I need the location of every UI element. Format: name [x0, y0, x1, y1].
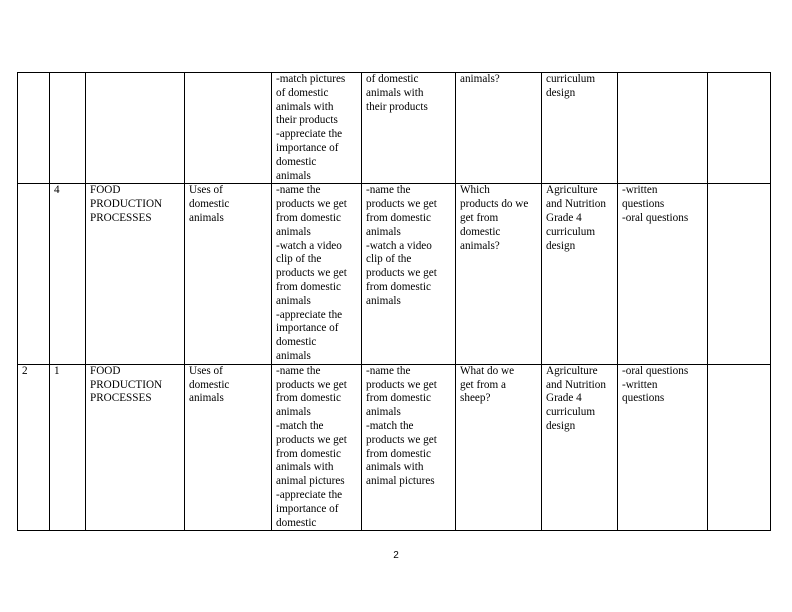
learning-experiences-cell: -name the products we get from domestic animals -watch a video clip of the products we get from domestic animals [362, 184, 456, 364]
table-row [18, 73, 771, 184]
reflection-cell [708, 184, 771, 364]
learning-experiences-cell: of domestic animals with their products [362, 73, 456, 184]
learning-outcomes-cell: -name the products we get from domestic animals -match the products we get from domestic animals with animal pictures -appreciate the importance of domestic [272, 364, 362, 531]
table-row [18, 184, 771, 364]
sub-strand-cell: Uses of domestic animals [185, 184, 272, 364]
sub-strand-cell: Uses of domestic animals [185, 364, 272, 531]
strand-cell [86, 73, 185, 184]
strand-cell: FOOD PRODUCTION PROCESSES [86, 184, 185, 364]
assessment-cell: -oral questions -written questions [618, 364, 708, 531]
learning-outcomes-cell: -match pictures of domestic animals with their products -appreciate the importance of domestic animals [272, 73, 362, 184]
page-number: 2 [393, 550, 399, 561]
resources-cell: Agriculture and Nutrition Grade 4 curriculum design [542, 184, 618, 364]
resources-cell: curriculum design [542, 73, 618, 184]
week-cell [18, 73, 50, 184]
week-cell [18, 184, 50, 364]
key-inquiry-cell: Which products do we get from domestic animals? [456, 184, 542, 364]
learning-outcomes-cell: -name the products we get from domestic animals -watch a video clip of the products we get from domestic animals -appreciate the importance of domestic animals [272, 184, 362, 364]
key-inquiry-cell: What do we get from a sheep? [456, 364, 542, 531]
learning-experiences-cell: -name the products we get from domestic animals -match the products we get from domestic animals with animal pictures [362, 364, 456, 531]
lesson-cell: 4 [50, 184, 86, 364]
reflection-cell [708, 364, 771, 531]
lesson-cell: 1 [50, 364, 86, 531]
assessment-cell [618, 73, 708, 184]
reflection-cell [708, 73, 771, 184]
resources-cell: Agriculture and Nutrition Grade 4 curriculum design [542, 364, 618, 531]
scheme-of-work-table [17, 72, 771, 531]
lesson-cell [50, 73, 86, 184]
assessment-cell: -written questions -oral questions [618, 184, 708, 364]
table-row [18, 364, 771, 531]
key-inquiry-cell: animals? [456, 73, 542, 184]
strand-cell: FOOD PRODUCTION PROCESSES [86, 364, 185, 531]
sub-strand-cell [185, 73, 272, 184]
week-cell: 2 [18, 364, 50, 531]
